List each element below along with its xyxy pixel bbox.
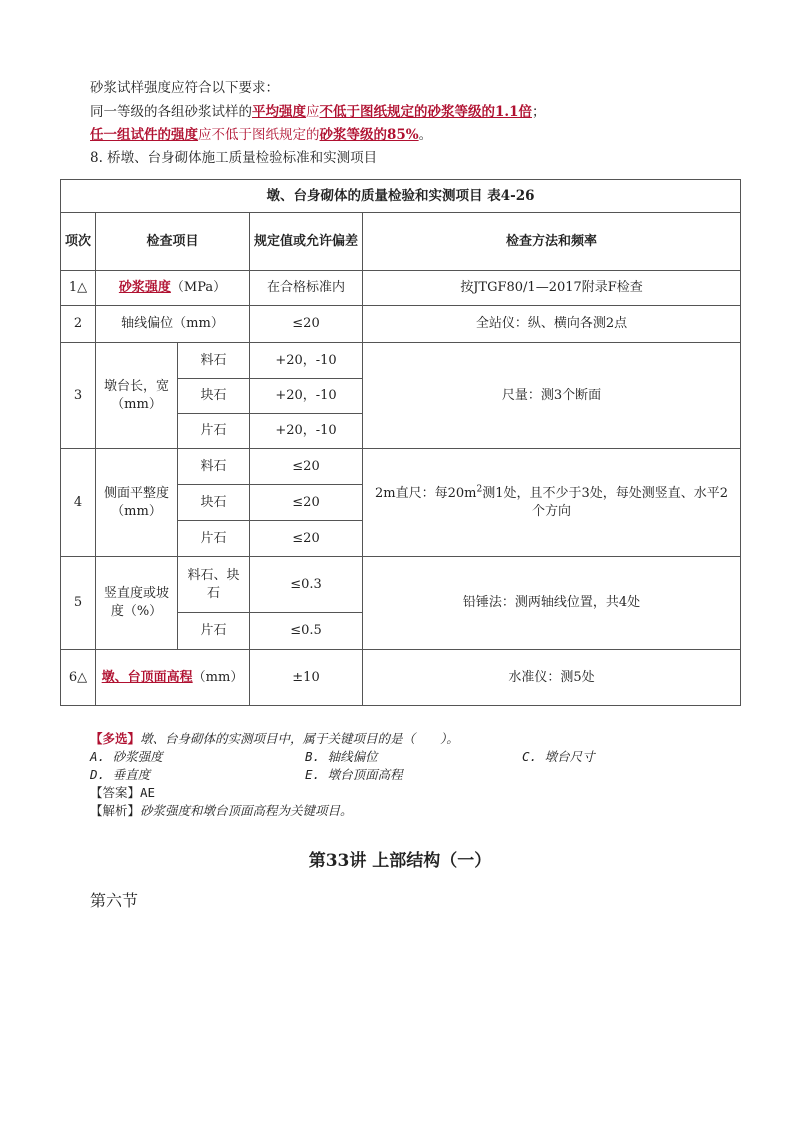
table-row: 3 墩台长，宽（mm） 料石 +20，-10 尺量：测3个断面: [61, 343, 741, 379]
option-a: A. 砂浆强度: [90, 749, 163, 764]
question-tag: 【多选】: [90, 731, 141, 746]
option-e: E. 墩台顶面高程: [305, 767, 403, 782]
highlight-any-group: 任一组试件的强度: [90, 127, 198, 143]
header-value: 规定值或允许偏差: [250, 213, 363, 271]
intro-line-1: 砂浆试样强度应符合以下要求：: [90, 80, 279, 96]
analysis-line: 【解析】砂浆强度和墩台顶面高程为关键项目。: [90, 803, 353, 818]
highlight-85-percent: 砂浆等级的85%: [319, 127, 419, 143]
lecture-title: 第33讲 上部结构（一）: [308, 851, 492, 871]
highlight-average-strength: 平均强度: [252, 104, 306, 120]
highlight-1-1-times: 不低于图纸规定的砂浆等级的1.1倍: [319, 104, 532, 120]
table-row: 6△ 墩、台顶面高程（mm） ±10 水准仪：测5处: [61, 650, 741, 706]
key-item-top-elevation: 墩、台顶面高程: [101, 669, 193, 685]
table-row: 块石 +20，-10: [61, 379, 741, 414]
header-no: 项次: [61, 213, 96, 271]
answer-value: AE: [140, 785, 156, 800]
table-row: 片石 ≤0.5: [61, 613, 741, 650]
table-row: 2 轴线偏位（mm） ≤20 全站仪：纵、横向各测2点: [61, 306, 741, 343]
table-row: 5 竖直度或坡度（%） 料石、块石 ≤0.3 铅锤法：测两轴线位置，共4处: [61, 557, 741, 613]
option-b: B. 轴线偏位: [305, 749, 378, 764]
table-row: 片石 +20，-10: [61, 414, 741, 449]
intro-line-3: 任一组试件的强度应不低于图纸规定的砂浆等级的85%。: [90, 127, 433, 143]
section-title: 第六节: [90, 891, 139, 910]
question-stem: 【多选】墩、台身砌体的实测项目中，属于关键项目的是（ ）。: [90, 731, 459, 746]
key-item-mortar-strength: 砂浆强度: [118, 280, 171, 295]
inspection-table: [60, 179, 741, 706]
header-method: 检查方法和频率: [363, 213, 741, 271]
table-row: 4 侧面平整度（mm） 料石 ≤20 2m直尺：每$20m^2$测1处，且不少于3处，每处测竖直、水平2个方向: [61, 449, 741, 485]
option-d: D. 垂直度: [90, 767, 151, 782]
intro-line-4: 8. 桥墩、台身砌体施工质量检验标准和实测项目: [90, 150, 378, 166]
intro-line-2: 同一等级的各组砂浆试样的平均强度应不低于图纸规定的砂浆等级的1.1倍；: [90, 104, 546, 120]
table-row: 1△ 砂浆强度（MPa） 在合格标准内 按JTGF80/1—2017附录F检查: [61, 271, 741, 306]
table-caption: 墩、台身砌体的质量检验和实测项目 表4-26: [61, 180, 741, 213]
header-item: 检查项目: [96, 213, 250, 271]
table-row: 片石 ≤20: [61, 521, 741, 557]
option-c: C. 墩台尺寸: [522, 749, 595, 764]
answer-line: 【答案】AE: [90, 785, 156, 800]
table-row: 块石 ≤20: [61, 485, 741, 521]
